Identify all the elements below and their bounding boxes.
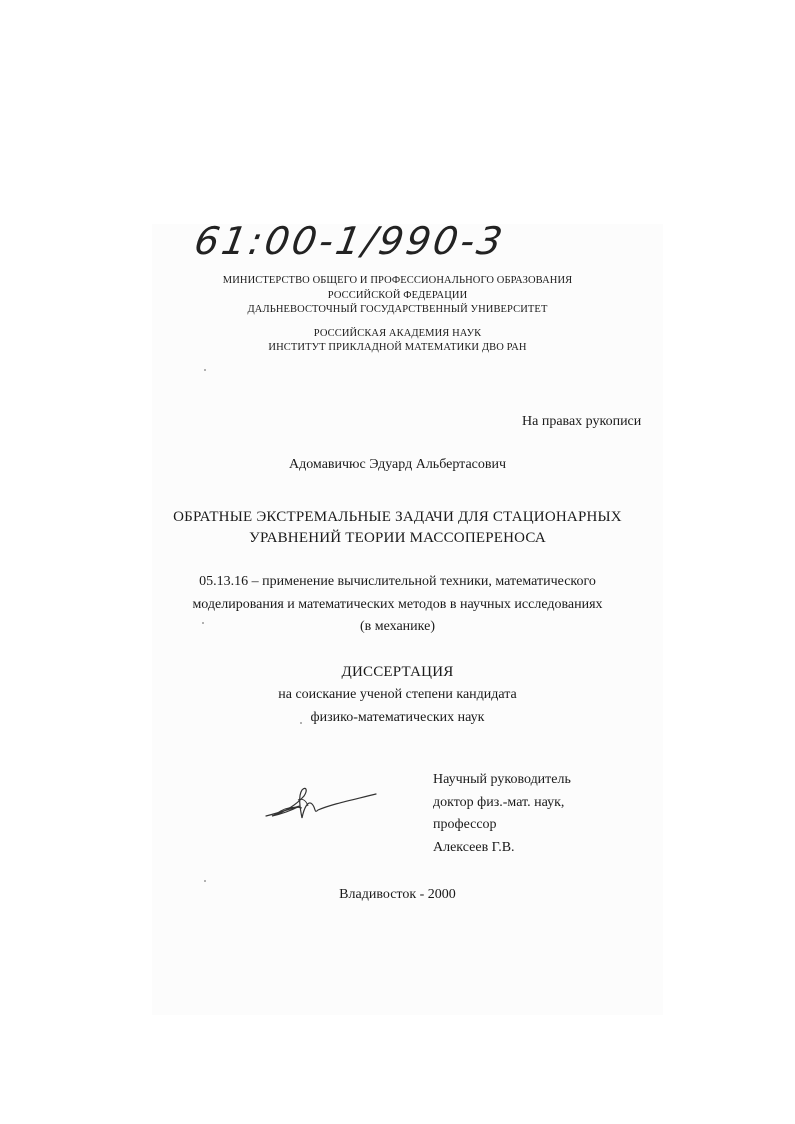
supervisor-title: профессор [433, 817, 497, 832]
handwritten-catalog-number: 61:00-1/990-3 [191, 219, 509, 263]
scan-speck [202, 622, 204, 624]
ministry-line-2: РОССИЙСКОЙ ФЕДЕРАЦИИ [327, 290, 468, 301]
supervisor-degree: доктор физ.-мат. наук, [433, 794, 565, 810]
supervisor-role: Научный руководитель [433, 772, 571, 787]
place-and-year: Владивосток - 2000 [339, 887, 456, 902]
scan-speck [204, 369, 206, 371]
ministry-line-1: МИНИСТЕРСТВО ОБЩЕГО И ПРОФЕССИОНАЛЬНОГО ОБРАЗОВАНИЯ [222, 275, 573, 286]
degree-line-1: на соискание ученой степени кандидата [278, 687, 517, 702]
specialty-line-3: (в механике) [359, 619, 435, 634]
specialty-line-1: 05.13.16 – применение вычислительной техники, математического [199, 574, 596, 589]
rights-note: На правах рукописи [522, 414, 642, 429]
institute-name: ИНСТИТУТ ПРИКЛАДНОЙ МАТЕМАТИКИ ДВО РАН [268, 342, 527, 353]
dissertation-title-line-2: УРАВНЕНИЙ ТЕОРИИ МАССОПЕРЕНОСА [249, 530, 546, 546]
scan-speck [204, 880, 206, 882]
dissertation-title-line-1: ОБРАТНЫЕ ЭКСТРЕМАЛЬНЫЕ ЗАДАЧИ ДЛЯ СТАЦИОНАРНЫХ [173, 509, 622, 525]
author-name: Адомавичюс Эдуард Альбертасович [288, 457, 507, 472]
university-name: ДАЛЬНЕВОСТОЧНЫЙ ГОСУДАРСТВЕННЫЙ УНИВЕРСИТЕТ [247, 304, 548, 315]
scan-speck [300, 722, 302, 724]
specialty-line-2: моделирования и математических методов в научных исследованиях [192, 597, 603, 612]
degree-line-2: физико-математических наук [310, 710, 485, 725]
dissertation-heading: ДИССЕРТАЦИЯ [341, 664, 454, 680]
supervisor-name: Алексеев Г.В. [433, 839, 515, 855]
supervisor-block [433, 769, 571, 859]
signature-icon [262, 778, 382, 828]
academy-name: РОССИЙСКАЯ АКАДЕМИЯ НАУК [313, 328, 482, 339]
